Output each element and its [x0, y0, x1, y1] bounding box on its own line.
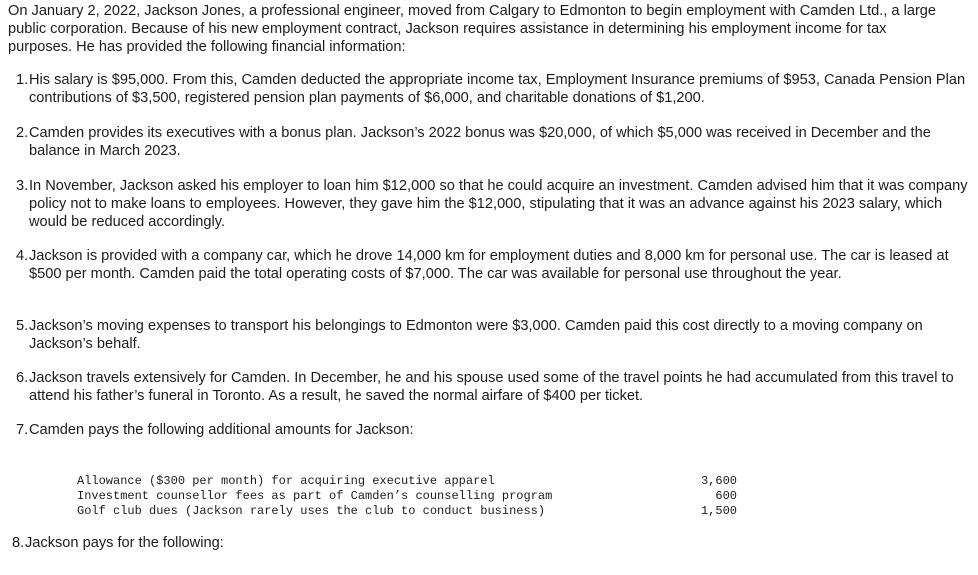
- item-number: 8.: [12, 535, 25, 551]
- list-item: [8, 421, 969, 439]
- list-item: [8, 177, 969, 231]
- item-number: 3.: [16, 178, 29, 194]
- item-text: Jackson’s moving expenses to transport his belongings to Edmonton were $3,000. Camden paid this cost directly to a moving company on Jackson’s behalf.: [29, 318, 923, 352]
- list-item: [8, 247, 969, 283]
- table-row: [77, 474, 737, 489]
- item-number: 5.: [16, 318, 29, 334]
- item-number: 6.: [16, 370, 29, 386]
- list-item: [8, 124, 969, 160]
- table-row: [77, 504, 737, 519]
- item-number: 7.: [16, 422, 29, 438]
- row-description: Investment counsellor fees as part of Camden’s counselling program: [77, 489, 553, 503]
- item-number: 4.: [16, 248, 29, 264]
- list-item: [8, 369, 969, 405]
- row-amount: 600: [715, 489, 737, 503]
- item-text: In November, Jackson asked his employer to loan him $12,000 so that he could acquire an investment. Camden advised him that it was company policy not to make loans to employees. However, they gave him the $12,000, stipulating that it was an advance against his 2023 salary, which would be reduced accordingly.: [29, 178, 968, 230]
- item-text: Camden provides its executives with a bonus plan. Jackson’s 2022 bonus was $20,000, of which $5,000 was received in December and the balance in March 2023.: [29, 125, 931, 159]
- list-item: [4, 534, 965, 552]
- item-text: Jackson pays for the following:: [25, 535, 224, 551]
- additional-amounts-table: [77, 474, 737, 519]
- intro-paragraph: On January 2, 2022, Jackson Jones, a professional engineer, moved from Calgary to Edmonton to begin employment with Camden Ltd., a large public corporation. Because of his new employment contract, Jackson requires assistance in determining his employment income for tax purposes. He has provided the following financial information:: [8, 3, 937, 55]
- document: [8, 2, 946, 56]
- item-text: Jackson travels extensively for Camden. In December, he and his spouse used some of the travel points he had accumulated from this travel to attend his father’s funeral in Toronto. As a result, he saved the normal airfare of $400 per ticket.: [29, 370, 954, 404]
- item-text: Jackson is provided with a company car, which he drove 14,000 km for employment duties and 8,000 km for personal use. The car is leased at $500 per month. Camden paid the total operating costs of $7,000. The car was available for personal use throughout the year.: [29, 248, 949, 282]
- row-description: Allowance ($300 per month) for acquiring executive apparel: [77, 474, 495, 488]
- row-amount: 1,500: [700, 504, 737, 518]
- table-row: [77, 489, 737, 504]
- list-item: [8, 317, 969, 353]
- item-number: 1.: [16, 72, 29, 88]
- list-item: [8, 71, 969, 107]
- row-amount: 3,600: [700, 474, 737, 488]
- row-description: Golf club dues (Jackson rarely uses the club to conduct business): [77, 504, 546, 518]
- item-text: His salary is $95,000. From this, Camden deducted the appropriate income tax, Employment Insurance premiums of $953, Canada Pension Plan contributions of $3,500, registered pension plan payments of $6,000, and charitable donations of $1,200.: [29, 72, 966, 106]
- item-text: Camden pays the following additional amounts for Jackson:: [29, 422, 414, 438]
- item-number: 2.: [16, 125, 29, 141]
